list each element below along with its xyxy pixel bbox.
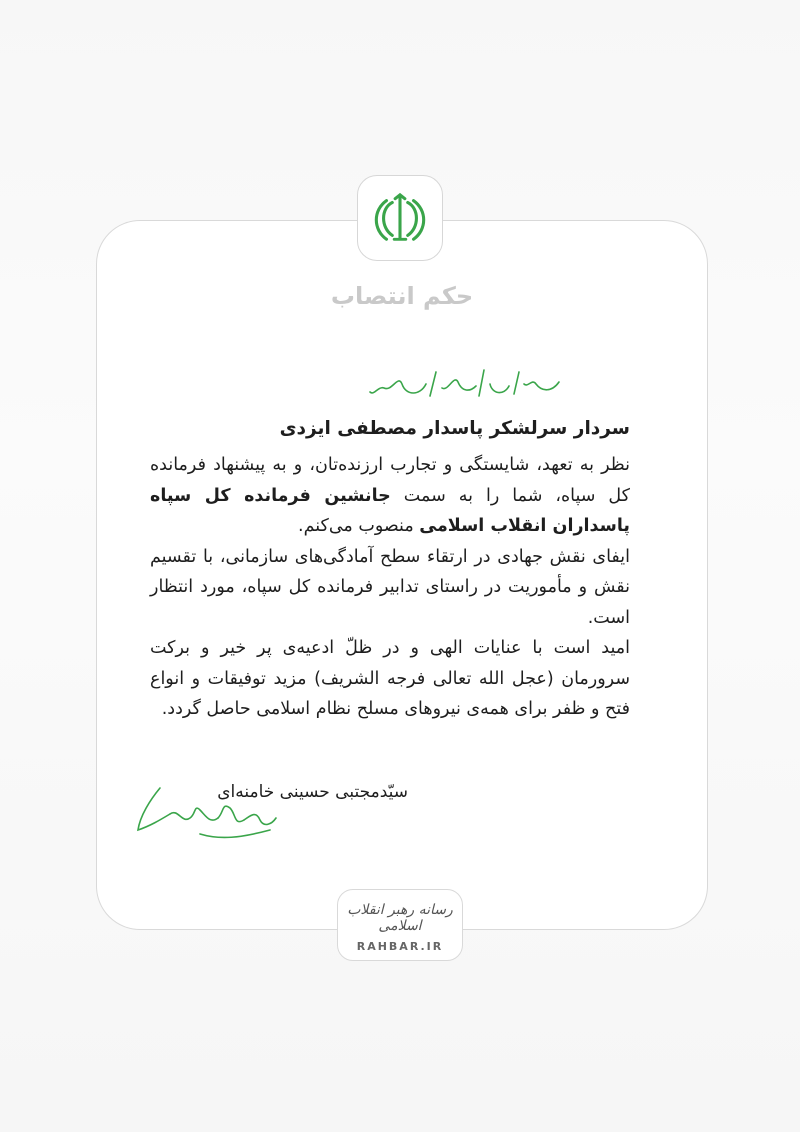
- letter-body: [150, 450, 630, 725]
- paragraph-appointment: [150, 450, 630, 542]
- bismillah-calligraphy: [364, 362, 564, 408]
- footer-logo-text: رسانه رهبر انقلاب اسلامی: [347, 902, 453, 934]
- paragraph-appointment-end: منصوب می‌کنم.: [298, 516, 420, 536]
- appointment-title: جانشین فرمانده کل سپاه پاسداران انقلاب اسلامی: [150, 485, 630, 536]
- signatory-name: سیّدمجتبی حسینی خامنه‌ای: [217, 782, 408, 802]
- iran-emblem-icon: [371, 189, 429, 247]
- paragraph-expectation: ایفای نقش جهادی در ارتقاء سطح آمادگی‌های سازمانی، با تقسیم نقش و مأموریت در راستای تدابیر فرمانده کل سپاه، مورد انتظار است.: [150, 546, 630, 628]
- footer-logo: [337, 889, 463, 961]
- addressee-line: سردار سرلشکر پاسدار مصطفی ایزدی: [279, 418, 630, 439]
- paragraph-appointment-text: نظر به تعهد، شایستگی و تجارب ارزنده‌تان، و به پیشنهاد فرمانده کل سپاه، شما را به سمت: [150, 455, 630, 506]
- bismillah-calligraphy-art: [364, 362, 564, 408]
- handwritten-signature: [130, 780, 280, 850]
- footer-url: RAHBAR.IR: [356, 940, 444, 953]
- paragraph-prayer: امید است با عنایات الهی و در ظلّ ادعیه‌ی پر خیر و برکت سرورمان (عجل الله تعالی فرجه الشریف) مزید توفیقات و انواع فتح و ظفر برای همه‌ی نیروهای مسلح نظام اسلامی حاصل گردد.: [150, 638, 630, 719]
- page-title: حکم انتصاب: [330, 282, 474, 310]
- emblem-badge: [357, 175, 443, 261]
